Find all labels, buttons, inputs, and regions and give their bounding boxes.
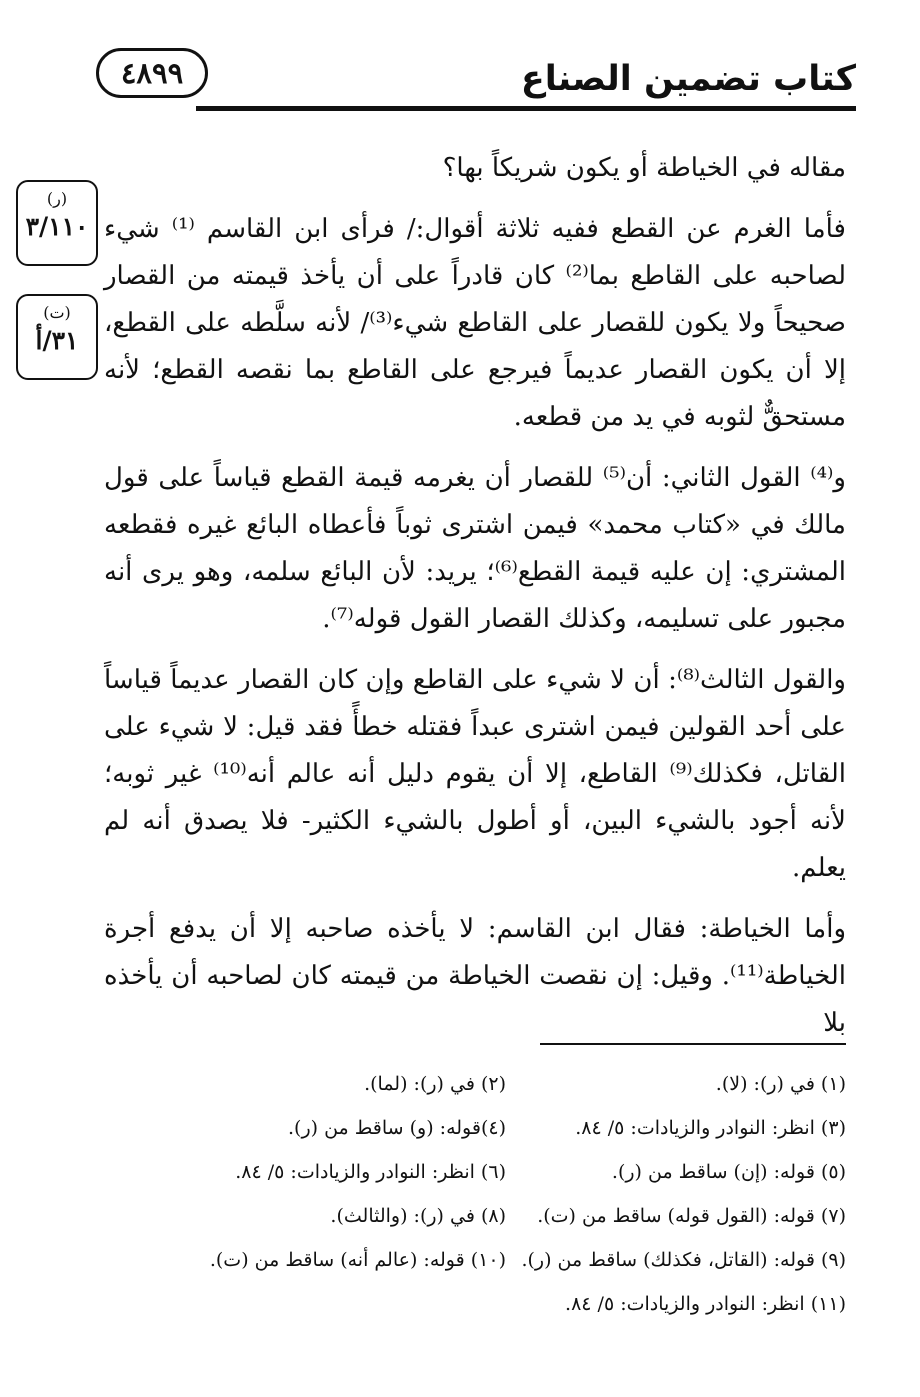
paragraph: مقاله في الخياطة أو يكون شريكاً بها؟ [442,153,846,183]
margin-folio-reference: ٣١/أ [35,326,79,355]
book-title: كتاب تضمين الصناع [520,59,856,99]
paragraph: والقول الثالث⁽⁸⁾: أن لا شيء على القاطع وإن كان القصار عديماً قياساً على أحد القولين فيمن اشترى عبداً فقتله خطأً فقد قيل: لا شيء على القاتل، فكذلك⁽⁹⁾ القاطع، إلا أن يقوم دليل أنه عالم أنه⁽¹⁰⁾ غير ثوبه؛ لأنه أجود بالشيء البين، أو أطول بالشيء الكثير- فلا يصدق أنه لم يعلم. [104,665,846,883]
footnote-separator [540,1043,846,1045]
footnote: (٩) قوله: (القاتل، فكذلك) ساقط من (ر). [521,1249,846,1271]
paragraph: وأما الخياطة: فقال ابن القاسم: لا يأخذه صاحبه إلا أن يدفع أجرة الخياطة⁽¹¹⁾. وقيل: إن نقصت الخياطة من قيمته كان لصاحبه أن يأخذه بلا [104,914,846,1038]
footnote: (٦) انظر: النوادر والزيادات: ٥/ ٨٤. [235,1161,506,1183]
main-text [104,145,846,1061]
margin-reference-t [16,294,98,380]
footnote: (٤)قوله: (و) ساقط من (ر). [288,1117,506,1139]
page-number: ٤٨٩٩ [120,55,184,90]
footnotes [170,1062,846,1326]
paragraph: فأما الغرم عن القطع ففيه ثلاثة أقوال:/ فرأى ابن القاسم ⁽¹⁾ شيء لصاحبه على القاطع بما⁽²⁾ كان قادراً على أن يأخذ قيمته من القصار صحيحاً ولا يكون للقصار على القاطع شيء⁽³⁾/ لأنه سلَّطه على القطع، إلا أن يكون القصار عديماً فيرجع على القاطع بما نقصه القطع؛ لأنه مستحقٌّ لثوبه في يد من قطعه. [104,214,846,432]
page-header [96,48,856,118]
margin-manuscript-label: (ر) [46,189,68,208]
page-number-badge [96,48,208,98]
margin-reference-r [16,180,98,266]
footnote: (٧) قوله: (القول قوله) ساقط من (ت). [537,1205,846,1227]
footnote: (١١) انظر: النوادر والزيادات: ٥/ ٨٤. [565,1293,846,1315]
margin-manuscript-label: (ت) [43,303,71,322]
margin-folio-reference: ٣/١١٠ [25,212,89,241]
footnote: (٣) انظر: النوادر والزيادات: ٥/ ٨٤. [575,1117,846,1139]
footnote: (٥) قوله: (إن) ساقط من (ر). [611,1161,846,1183]
footnote: (٢) في (ر): (لما). [364,1073,506,1095]
footnote: (١) في (ر): (لا). [715,1073,846,1095]
paragraph: و⁽⁴⁾ القول الثاني: أن⁽⁵⁾ للقصار أن يغرمه قيمة القطع قياساً على قول مالك في «كتاب محمد» فيمن اشترى ثوباً فأعطاه البائع غيره فقطعه المشتري: إن عليه قيمة القطع⁽⁶⁾؛ يريد: لأن البائع سلمه، وهو يرى أنه مجبور على تسليمه، وكذلك القصار القول قوله⁽⁷⁾. [104,463,846,634]
footnote: (٨) في (ر): (والثالث). [330,1205,506,1227]
header-rule [196,106,856,111]
footnote: (١٠) قوله: (عالم أنه) ساقط من (ت). [209,1249,506,1271]
